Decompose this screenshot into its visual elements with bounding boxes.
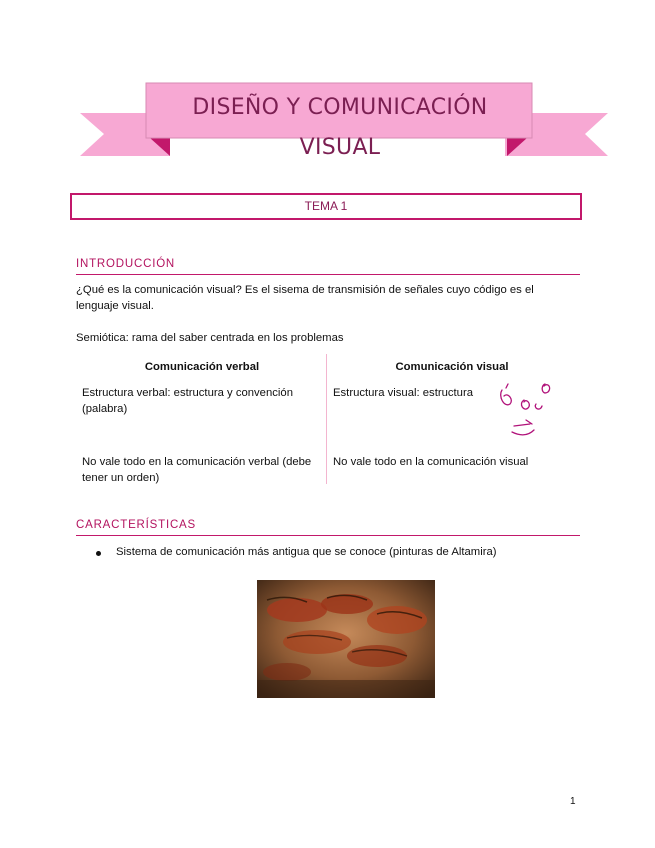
column-header-visual: Comunicación visual [395, 361, 509, 373]
table-cell: No vale todo en la comunicación visual [333, 456, 529, 468]
doodle-illustration [490, 378, 565, 444]
semiotica-definition: Semiótica: rama del saber centrada en los problemas [76, 332, 344, 344]
document-title: DISEÑO Y COMUNICACIÓN VISUAL [192, 95, 488, 160]
page-number: 1 [570, 796, 576, 807]
altamira-cave-painting-image [257, 580, 435, 698]
table-cell: No vale todo en la comunicación verbal (debe tener un orden) [82, 456, 312, 484]
bullet-icon [96, 551, 101, 556]
column-divider [326, 354, 327, 484]
section-heading-introduccion: INTRODUCCIÓN [76, 258, 580, 275]
intro-question: ¿Qué es la comunicación visual? Es el sisema de transmisión de señales cuyo código es el lenguaje visual. [76, 284, 534, 312]
column-header-verbal: Comunicación verbal [144, 361, 260, 373]
section-heading-caracteristicas: CARACTERÍSTICAS [76, 519, 580, 536]
table-cell: Estructura verbal: estructura y convención (palabra) [82, 387, 293, 415]
list-item: Sistema de comunicación más antigua que se conoce (pinturas de Altamira) [116, 546, 497, 558]
table-cell: Estructura visual: estructura [333, 387, 474, 399]
title-banner [0, 0, 655, 170]
topic-label: TEMA 1 [70, 193, 582, 220]
